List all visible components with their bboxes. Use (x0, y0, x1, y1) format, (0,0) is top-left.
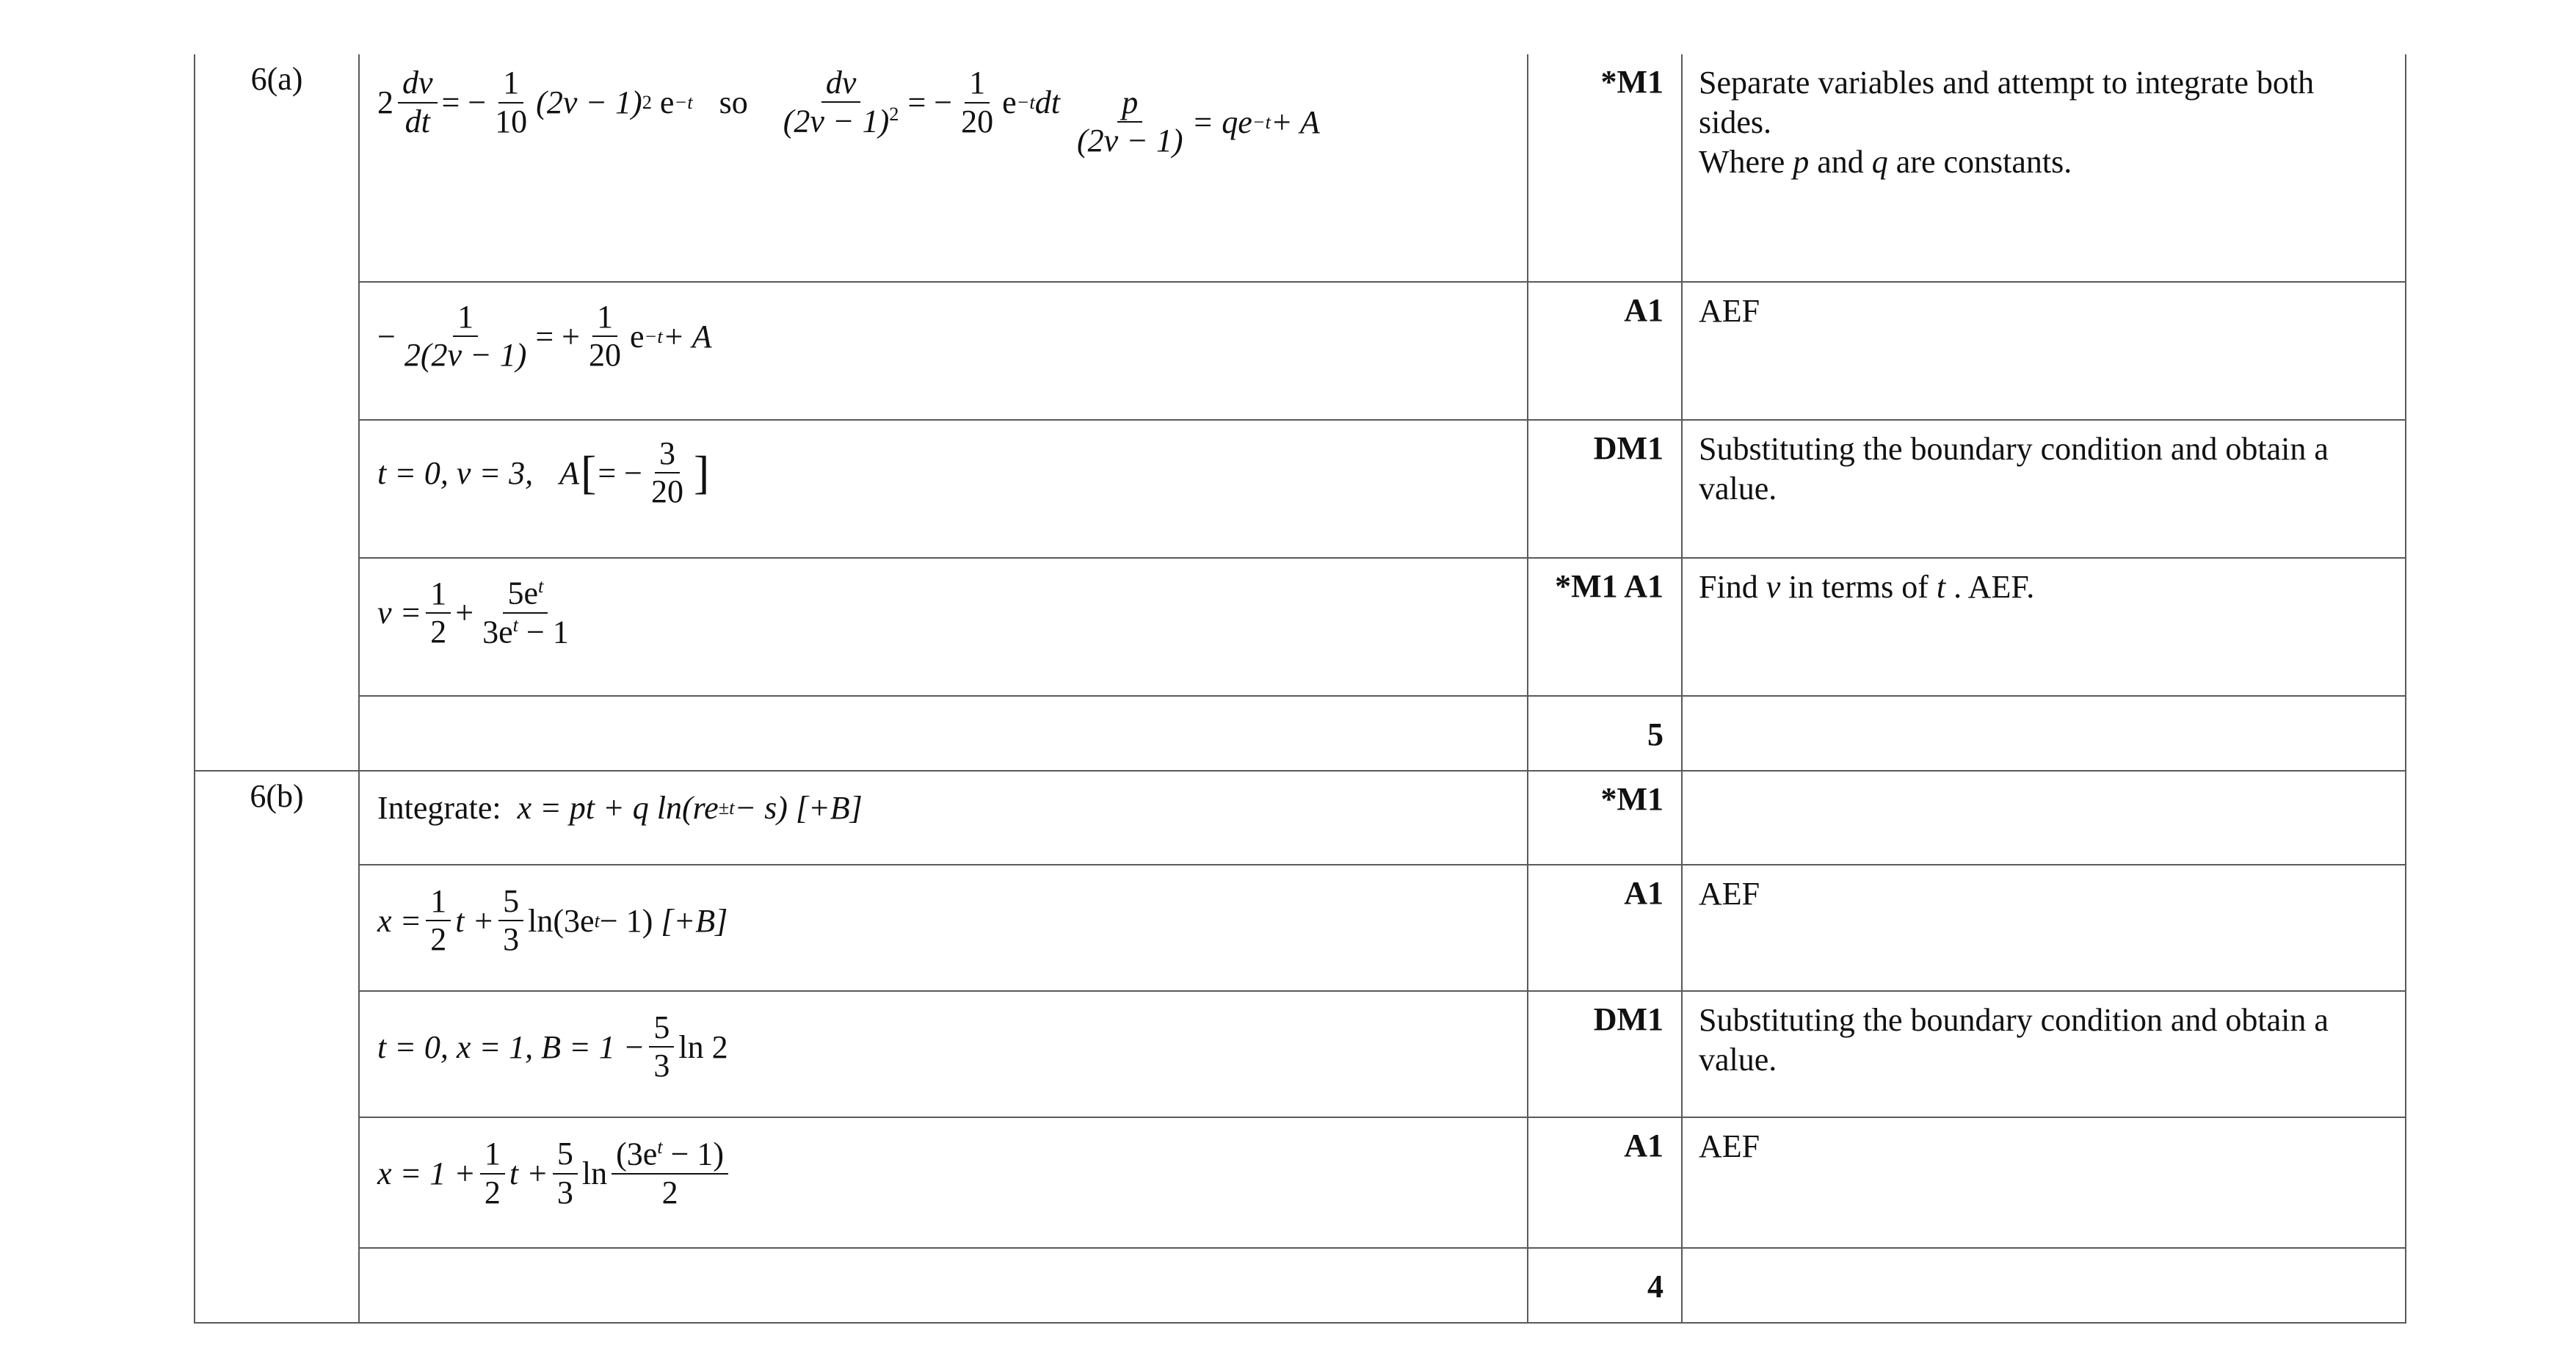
table-row (195, 991, 2406, 1117)
table-row (195, 282, 2406, 420)
working-x-integrated: x = $\frac{1}{2}$ t + $\frac{5}{3}$ ln(3e t − 1) [+B] (377, 883, 728, 958)
guidance-cell-empty (1682, 771, 2406, 865)
working-cell (359, 991, 1528, 1117)
guidance-cell: AEF (1682, 1117, 2406, 1248)
working-cell (359, 865, 1528, 991)
working-cell (359, 771, 1528, 865)
working-boundary-condition: t = 0, x = 1, B = 1 − $\frac{5}{3}$ ln 2 (377, 1009, 728, 1084)
working-integrated-form: $\frac{p}{(2v - 1)}$ = qe −t + A (1077, 84, 1320, 159)
guidance-cell-empty (1682, 696, 2406, 771)
mark-award: *M1 (1528, 54, 1682, 282)
mark-scheme-table (194, 54, 2406, 1324)
mark-award: DM1 (1528, 991, 1682, 1117)
working-cell-empty (359, 1248, 1528, 1323)
guidance-cell: Substituting the boundary condition and obtain a value. (1682, 420, 2406, 558)
mark-award: DM1 (1528, 420, 1682, 558)
table-row (195, 771, 2406, 865)
table-row (195, 696, 2406, 771)
guidance-cell: Find v in terms of t . AEF. (1682, 558, 2406, 696)
table-row (195, 558, 2406, 696)
working-v-solution: v = $\frac{1}{2}$ + $\frac{5e^t}{3e^t - 1}$ (377, 575, 569, 650)
question-number-6a: 6(a) (195, 54, 359, 771)
table-row (195, 420, 2406, 558)
table-row (195, 865, 2406, 991)
mark-award: *M1 A1 (1528, 558, 1682, 696)
mark-award: A1 (1528, 865, 1682, 991)
guidance-cell: AEF (1682, 282, 2406, 420)
working-cell (359, 420, 1528, 558)
total-marks-6a: 5 (1528, 696, 1682, 771)
working-separate-variables: 2 $\frac{dv}{dt}$ = − $\frac{1}{10}$ (2v − 1) 2 e −t so $\frac{dv}{(2v - 1)^2}$ = − $\frac{1}{20}$ e −t dt (377, 65, 1061, 139)
table-row (195, 1248, 2406, 1323)
table-row (195, 1117, 2406, 1248)
working-x-solution: x = 1 + $\frac{1}{2}$ t + $\frac{5}{3}$ ln $\frac{(3e^t - 1)}{2}$ (377, 1137, 733, 1210)
guidance-cell-empty (1682, 1248, 2406, 1323)
working-boundary-condition: t = 0, v = 3, A [ = − $\frac{3}{20}$ ] (377, 435, 710, 510)
working-cell (359, 54, 1528, 282)
guidance-cell: Substituting the boundary condition and obtain a value. (1682, 991, 2406, 1117)
total-marks-6b: 4 (1528, 1248, 1682, 1323)
working-cell (359, 282, 1528, 420)
working-cell-empty (359, 696, 1528, 771)
working-cell (359, 558, 1528, 696)
working-integral-result: − $\frac{1}{2(2v - 1)}$ = + $\frac{1}{20}$ e −t + A (377, 299, 712, 374)
working-cell (359, 1117, 1528, 1248)
guidance-cell: AEF (1682, 865, 2406, 991)
question-number-6b: 6(b) (195, 771, 359, 1323)
guidance-cell: Separate variables and attempt to integrate both sides. Where p and q are constants. (1682, 54, 2406, 282)
mark-award: *M1 (1528, 771, 1682, 865)
table-row (195, 54, 2406, 282)
working-integrate-form: Integrate: x = pt + q ln(re ±t − s) [+B] (377, 790, 863, 826)
mark-award: A1 (1528, 282, 1682, 420)
mark-award: A1 (1528, 1117, 1682, 1248)
